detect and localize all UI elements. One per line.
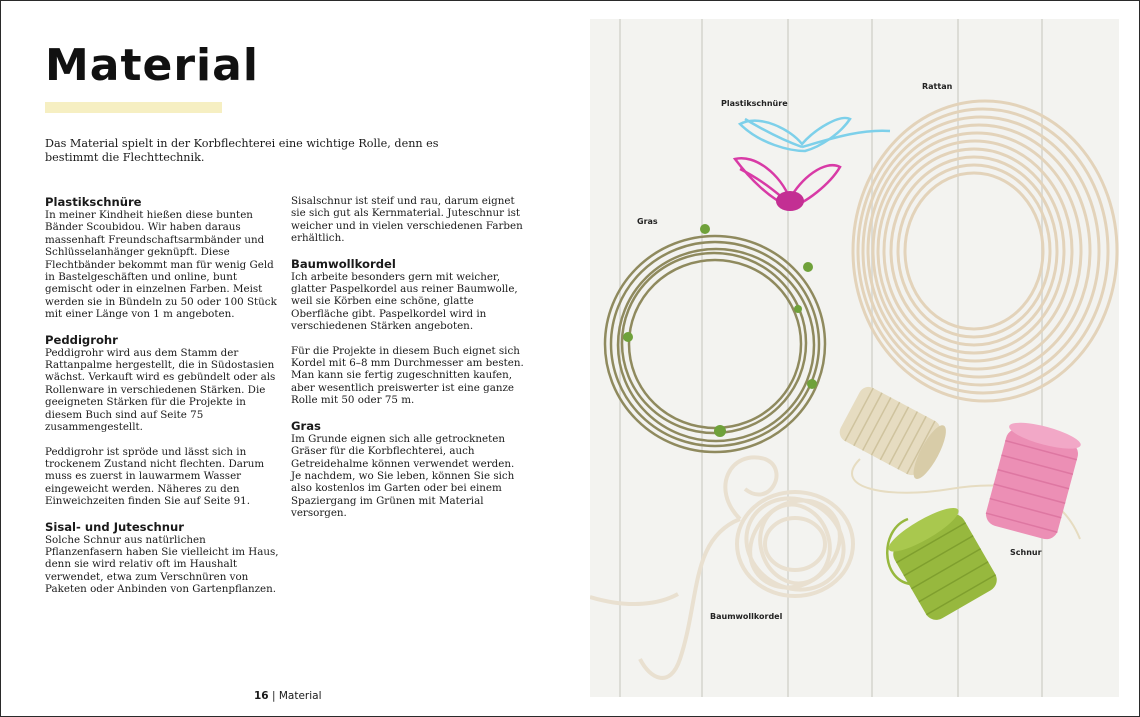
section-paragraph: Für die Projekte in diesem Buch eignet sich Kordel mit 6–8 mm Durchmesser am besten. Man kann sie fertig zugeschnitten kaufen, aber wesentlich preiswerter ist eine ganze Rolle mit 50 oder 75 m. (291, 344, 524, 407)
materials-photo (590, 19, 1119, 697)
section-paragraph: Solche Schnur aus natürlichen Pflanzenfasern haben Sie vielleicht im Haus, denn sie wird relativ oft im Haushalt verwendet, etwa zum Verschnüren von Paketen oder Anbinden von Gartenpflanzen. (45, 533, 279, 596)
label-schnur: Schnur (1010, 548, 1042, 557)
section-heading: Sisal- und Juteschnur (45, 519, 184, 534)
section-paragraph: Peddigrohr ist spröde und lässt sich in trockenem Zustand nicht flechten. Darum muss es zuerst in lauwarmem Wasser eingeweicht werden. Näheres zu den Einweichzeiten finden Sie auf Seite 91. (45, 445, 265, 508)
page-footer (254, 690, 322, 702)
text-column-left (45, 195, 283, 608)
section-plastik (45, 195, 283, 321)
section-heading: Plastikschnüre (45, 195, 142, 209)
label-rattan: Rattan (922, 82, 953, 91)
label-plastik: Plastikschnüre (721, 99, 788, 108)
title-underline (45, 102, 222, 113)
section-heading: Peddigrohr (45, 332, 118, 347)
section-paragraph: Peddigrohr wird aus dem Stamm der Rattanpalme hergestellt, die in Südostasien wächst. Verkauft wird es gebündelt oder als Rollenware in verschiedenen Stärken. Die geeigneten Stärken für die Projekte in diesem Buch sind auf Seite 75 zusammengestellt. (45, 346, 276, 434)
section-peddig (45, 333, 283, 508)
section-gras (291, 419, 527, 520)
section-paragraph: Sisalschnur ist steif und rau, darum eignet sie sich gut als Kernmaterial. Juteschnur ist weicher und in vielen verschiedenen Farben erhältlich. (291, 195, 523, 245)
section-heading: Gras (291, 418, 321, 433)
section-baumwolle (291, 257, 527, 407)
section-heading: Baumwollkordel (291, 256, 396, 271)
section-paragraph: Ich arbeite besonders gern mit weicher, glatter Paspelkordel aus reiner Baumwolle, weil sie Körben eine schöne, glatte Oberfläche gibt. Paspelkordel wird in verschiedenen Stärken angeboten. (291, 270, 518, 333)
section-sisal (45, 520, 283, 596)
text-column-right (291, 195, 527, 532)
section-paragraph: Im Grunde eignen sich alle getrockneten Gräser für die Korbflechterei, auch Getreidehalme können verwendet werden. Je nachdem, wo Sie leben, können Sie sich also kostenlos im Garten oder bei einem Spaziergang im Grünen mit Material versorgen. (291, 432, 515, 520)
label-baumwoll: Baumwollkordel (710, 612, 783, 621)
footer-section: Material (278, 690, 322, 702)
page-title: Material (45, 40, 259, 91)
intro-text: Das Material spielt in der Korbflechterei eine wichtige Rolle, denn es bestimmt die Flechttechnik. (45, 137, 439, 164)
section-paragraph: In meiner Kindheit hießen diese bunten Bänder Scoubidou. Wir haben daraus massenhaft Freundschaftsarmbänder und Schlüsselanhänger geknüpft. Diese Flechtbänder bekommt man für wenig Geld in Bastelgeschäften und online, bunt gemischt oder in einzelnen Farben. Meist werden sie in Bündeln zu 50 oder 100 Stück mit einer Länge von 1 m angeboten. (45, 209, 277, 321)
footer-separator: | (271, 690, 276, 702)
page-number: 16 (254, 690, 269, 702)
label-gras: Gras (637, 217, 658, 226)
